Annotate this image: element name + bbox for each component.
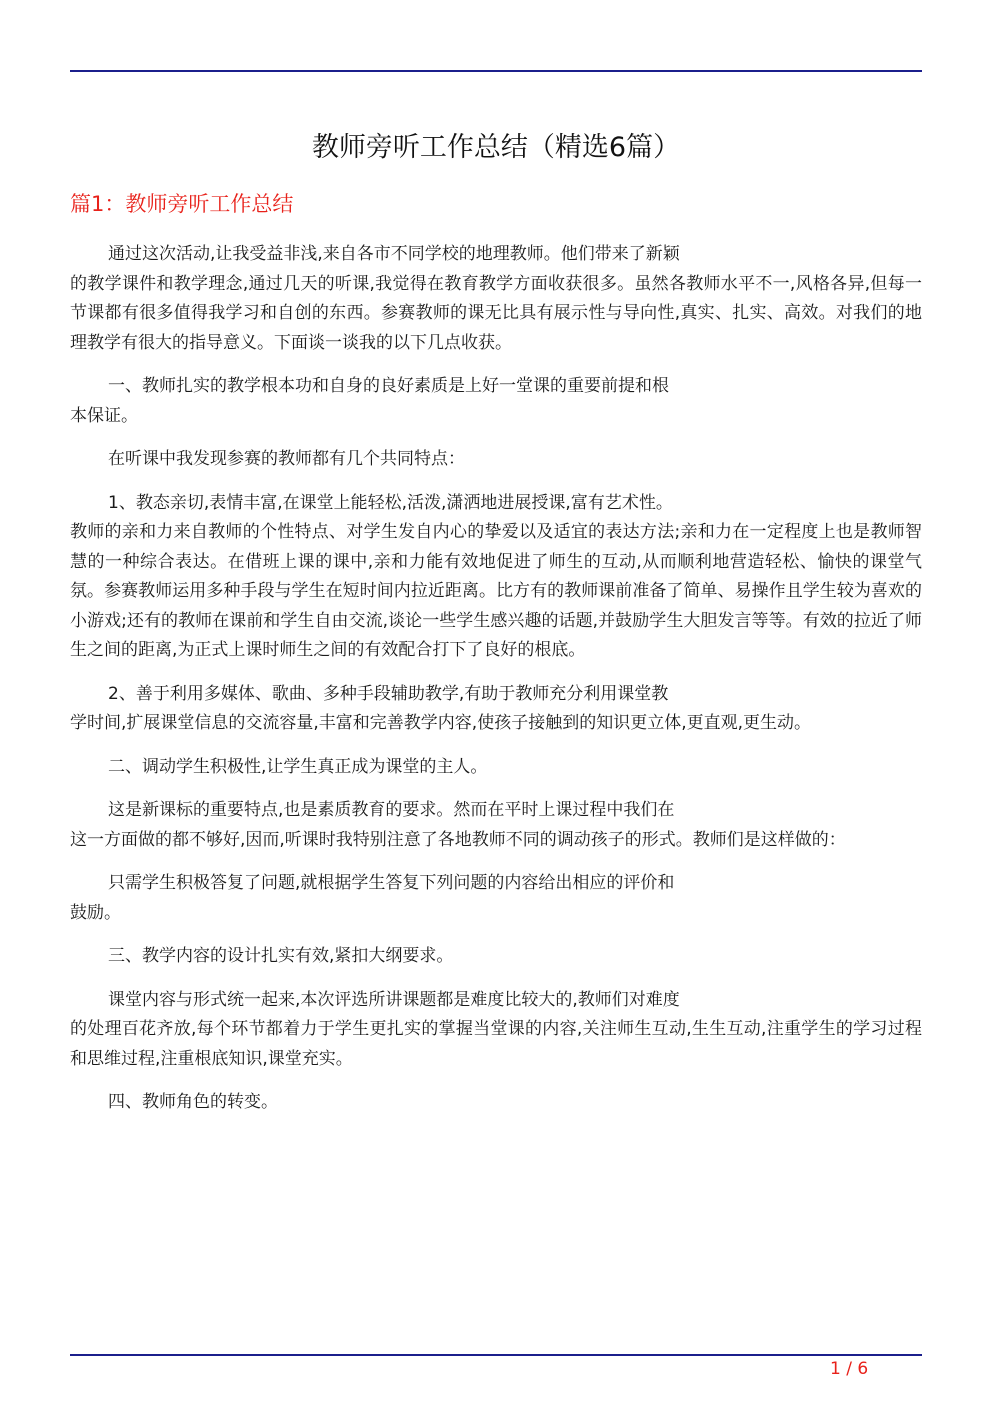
body-text xyxy=(70,240,922,1132)
header-rule xyxy=(70,70,922,72)
page-number: 1 / 6 xyxy=(830,1359,869,1379)
paragraph: 课堂内容与形式统一起来,本次评选所讲课题都是难度比较大的,教师们对难度 的处理百花齐放,每个环节都着力于学生更扎实的掌握当堂课的内容,关注师生互动,生生互动,注重学生的学习过程和思维过程,注重根底知识,课堂充实。 xyxy=(70,989,922,1069)
paragraph: 只需学生积极答复了问题,就根据学生答复下列问题的内容给出相应的评价和 鼓励。 xyxy=(70,873,675,923)
paragraph: 四、教师角色的转变。 xyxy=(108,1092,278,1112)
paragraph: 2、善于利用多媒体、歌曲、多种手段辅助教学,有助于教师充分利用课堂教 学时间,扩展课堂信息的交流容量,丰富和完善教学内容,使孩子接触到的知识更立体,更直观,更生动。 xyxy=(70,683,812,733)
paragraph: 1、教态亲切,表情丰富,在课堂上能轻松,活泼,潇洒地进展授课,富有艺术性。 教师的亲和力来自教师的个性特点、对学生发自内心的挚爱以及适宜的表达方法;亲和力在一定程度上也是教师智慧的一种综合表达。在借班上课的课中,亲和力能有效地促进了师生的互动,从而顺利地营造轻松、愉快的课堂气氛。参赛教师运用多种手段与学生在短时间内拉近距离。比方有的教师课前准备了简单、易操作且学生较为喜欢的小游戏;还有的教师在课前和学生自由交流,谈论一些学生感兴趣的话题,并鼓励学生大胆发言等等。有效的拉近了师生之间的距离,为正式上课时师生之间的有效配合打下了良好的根底。 xyxy=(70,492,922,660)
footer-rule xyxy=(70,1354,922,1356)
paragraph: 三、教学内容的设计扎实有效,紧扣大纲要求。 xyxy=(108,946,454,966)
paragraph: 一、教师扎实的教学根本功和自身的良好素质是上好一堂课的重要前提和根 本保证。 xyxy=(70,376,669,426)
page-title: 教师旁听工作总结（精选6篇） xyxy=(311,132,681,163)
paragraph: 通过这次活动,让我受益非浅,来自各市不同学校的地理教师。他们带来了新颖 的教学课件和教学理念,通过几天的听课,我觉得在教育教学方面收获很多。虽然各教师水平不一,风格各异,但每一节课都有很多值得我学习和自创的东西。参赛教师的课无比具有展示性与导向性,真实、扎实、高效。对我们的地理教学有很大的指导意义。下面谈一谈我的以下几点收获。 xyxy=(70,244,922,353)
paragraph: 在听课中我发现参赛的教师都有几个共同特点： xyxy=(108,449,465,469)
paragraph: 二、调动学生积极性,让学生真正成为课堂的主人。 xyxy=(108,756,488,777)
section-heading: 篇1：教师旁听工作总结 xyxy=(70,192,294,216)
paragraph: 这是新课标的重要特点,也是素质教育的要求。然而在平时上课过程中我们在 这一方面做的都不够好,因而,听课时我特别注意了各地教师不同的调动孩子的形式。教师们是这样做的： xyxy=(70,800,846,850)
